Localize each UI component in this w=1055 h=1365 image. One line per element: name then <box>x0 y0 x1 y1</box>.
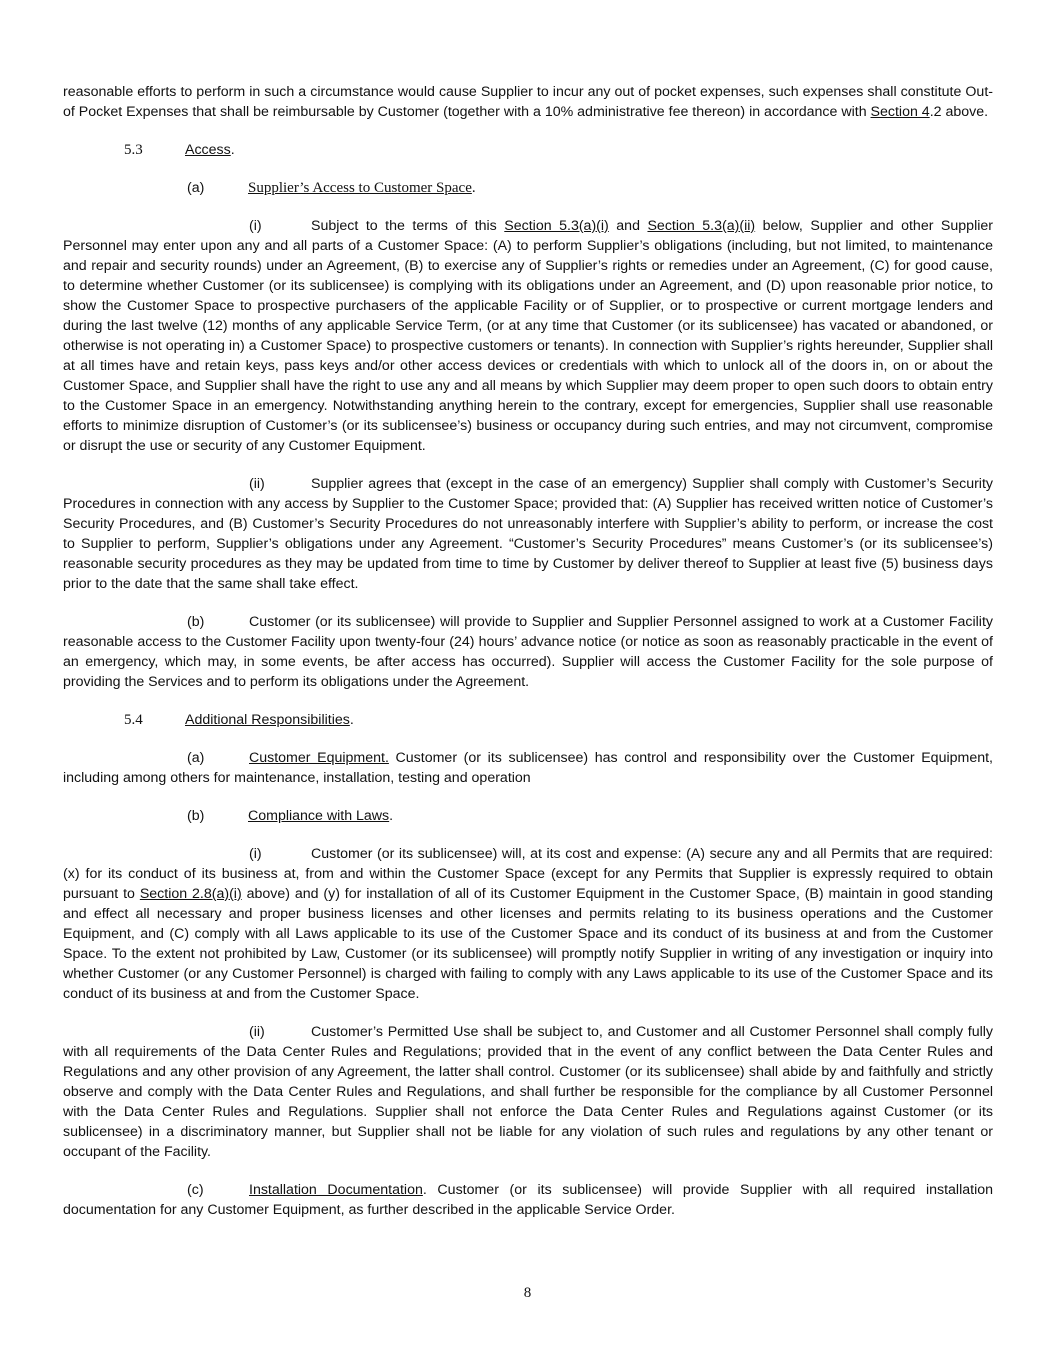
intro-paragraph: reasonable efforts to perform in such a circumstance would cause Supplier to incur any out of pocket expenses, such expenses shall constitute Out-of Pocket Expenses that shall be reimbursable by Customer (together with a 10% administrative fee thereon) in accordance with Section 4.2 above. <box>63 84 993 120</box>
paragraph-5-4-b-ii: (ii) Customer’s Permitted Use shall be subject to, and Customer and all Customer Personnel shall comply fully with all requirements of the Data Center Rules and Regulations; provided that in the event of any conflict between the Data Center Rules and Regulations and any other provision of any Agreement, the latter shall control. Customer (or its sublicensee) shall abide by and faithfully and strictly observe and comply with the Data Center Rules and Regulations, and shall further be responsible for the compliance by all Customer Personnel with the Data Center Rules and Regulations. Supplier shall not enforce the Data Center Rules and Regulations against Customer (or its sublicensee) in a discriminatory manner, but Supplier shall not be liable for any violation of such rules and regulations by any other tenant or occupant of the Facility. <box>63 1024 993 1160</box>
paragraph-5-4-a: (a) Customer Equipment. Customer (or its sublicensee) has control and responsibility over the Customer Equipment, including among others for maintenance, installation, testing and operation <box>63 750 993 786</box>
paragraph-5-4-c: (c) Installation Documentation. Customer (or its sublicensee) will provide Supplier with all required installation documentation for any Customer Equipment, as further described in the applicable Service Order. <box>63 1182 993 1218</box>
section-number: 5.4 <box>124 712 143 728</box>
paragraph-5-3-a-ii: (ii) Supplier agrees that (except in the case of an emergency) Supplier shall comply with Customer’s Security Procedures in connection with any access by Supplier to the Customer Space; provided that: (A) Supplier has received written notice of Customer’s Security Procedures, and (B) Customer’s Security Procedures do not unreasonably interfere with Supplier’s ability to perform, or increase the cost to Supplier to perform, Supplier’s obligations under any Agreement. “Customer’s Security Procedures” means Customer’s (or its sublicensee’s) reasonable security procedures as they may be updated from time to time by Customer by deliver thereof to Supplier at least five (5) business days prior to the date that the same shall take effect. <box>63 476 993 592</box>
subsection-5-4-b-heading: (b) Compliance with Laws. <box>63 806 993 826</box>
paragraph-5-4-b-i: (i) Customer (or its sublicensee) will, at its cost and expense: (A) secure any and all Permits that are required: (x) for its conduct of its business at, from and within the Customer Space (except for any Permits that Supplier is expressly required to obtain pursuant to Section 2.8(a)(i) above) and (y) for installation of all of its Customer Equipment in the Customer Space, (B) maintain in good standing and effect all necessary and proper business licenses and other licenses and permits relating to its business operations and the Customer Equipment, and (C) comply with all Laws applicable to its use of the Customer Space and its conduct of its business at and from the Customer Space. To the extent not prohibited by Law, Customer (or its sublicensee) will promptly notify Supplier in writing of any investigation or inquiry into whether Customer (or any Customer Personnel) is charged with failing to comply with any Laws applicable to its use of the Customer Space and its conduct of its business at and from the Customer Space. <box>63 846 993 1002</box>
section-5-3-heading: 5.3 Access. <box>63 140 993 160</box>
subsection-letter: (a) <box>187 750 205 766</box>
section-number: 5.3 <box>124 142 143 158</box>
section-title: Access <box>185 142 231 158</box>
section-5-4-heading: 5.4 Additional Responsibilities. <box>63 710 993 730</box>
clause-numeral: (i) <box>249 218 262 234</box>
paragraph-5-3-a-i: (i) Subject to the terms of this Section 5.3(a)(i) and Section 5.3(a)(ii) below, Supplier and other Supplier Personnel may enter upon any and all parts of a Customer Space: (A) to perform Supplier’s obligations (including, but not limited, to maintenance and repair and security rounds) under an Agreement, (B) to exercise any of Supplier’s rights or remedies under an Agreement, (C) for good cause, to determine whether Customer (or its sublicensee) is complying with its obligations under an Agreement, and (D) upon reasonable prior notice, to show the Customer Space to prospective purchasers of the applicable Facility or of Supplier, or to prospective or current mortgage lenders and during the last twelve (12) months of any applicable Service Term, (or at any time that Customer (or its sublicensee) has vacated or abandoned, or otherwise is not operating in) a Customer Space) to prospective customers or tenants). In connection with Supplier’s rights hereunder, Supplier shall at all times have and retain keys, pass keys and/or other access devices or credentials with which to unlock all of the doors in, on or about the Customer Space, and Supplier shall have the right to use any and all means by which Supplier may deem proper to open such doors to obtain entry to the Customer Space in an emergency. Notwithstanding anything herein to the contrary, except for emergencies, Supplier shall use reasonable efforts to minimize disruption of Customer’s (or its sublicensee’s) business or occupancy during such entries, and may not circumvent, compromise or disrupt the use or security of any Customer Equipment. <box>63 218 993 454</box>
clause-numeral: (i) <box>249 846 262 862</box>
paragraph-5-3-b: (b) Customer (or its sublicensee) will provide to Supplier and Supplier Personnel assigned to work at a Customer Facility reasonable access to the Customer Facility upon twenty-four (24) hours’ advance notice (or notice as soon as reasonably practicable in the event of an emergency, which may, in some events, be after access has occurred). Supplier will access the Customer Facility for the sole purpose of providing the Services and to perform its obligations under the Agreement. <box>63 614 993 690</box>
document-page <box>63 82 993 1220</box>
subsection-title: Supplier’s Access to Customer Space <box>248 180 472 196</box>
page-number: 8 <box>523 1285 532 1301</box>
section-5-3-a-i-reference: Section 5.3(a)(i) <box>504 218 609 234</box>
subsection-title: Installation Documentation <box>249 1182 423 1198</box>
section-5-3-a-ii-reference: Section 5.3(a)(ii) <box>647 218 756 234</box>
subsection-letter: (b) <box>187 808 205 824</box>
clause-numeral: (ii) <box>249 476 265 492</box>
section-title: Additional Responsibilities <box>185 712 350 728</box>
subsection-letter: (c) <box>187 1182 204 1198</box>
subsection-5-3-a-heading: (a) Supplier’s Access to Customer Space. <box>63 178 993 198</box>
clause-numeral: (ii) <box>249 1024 265 1040</box>
subsection-letter: (b) <box>187 614 205 630</box>
subsection-title: Compliance with Laws <box>248 808 390 824</box>
subsection-title: Customer Equipment. <box>249 750 389 766</box>
subsection-letter: (a) <box>187 180 205 196</box>
section-4-reference: Section 4 <box>870 104 930 120</box>
section-2-8-a-i-reference: Section 2.8(a)(i) <box>139 886 242 902</box>
